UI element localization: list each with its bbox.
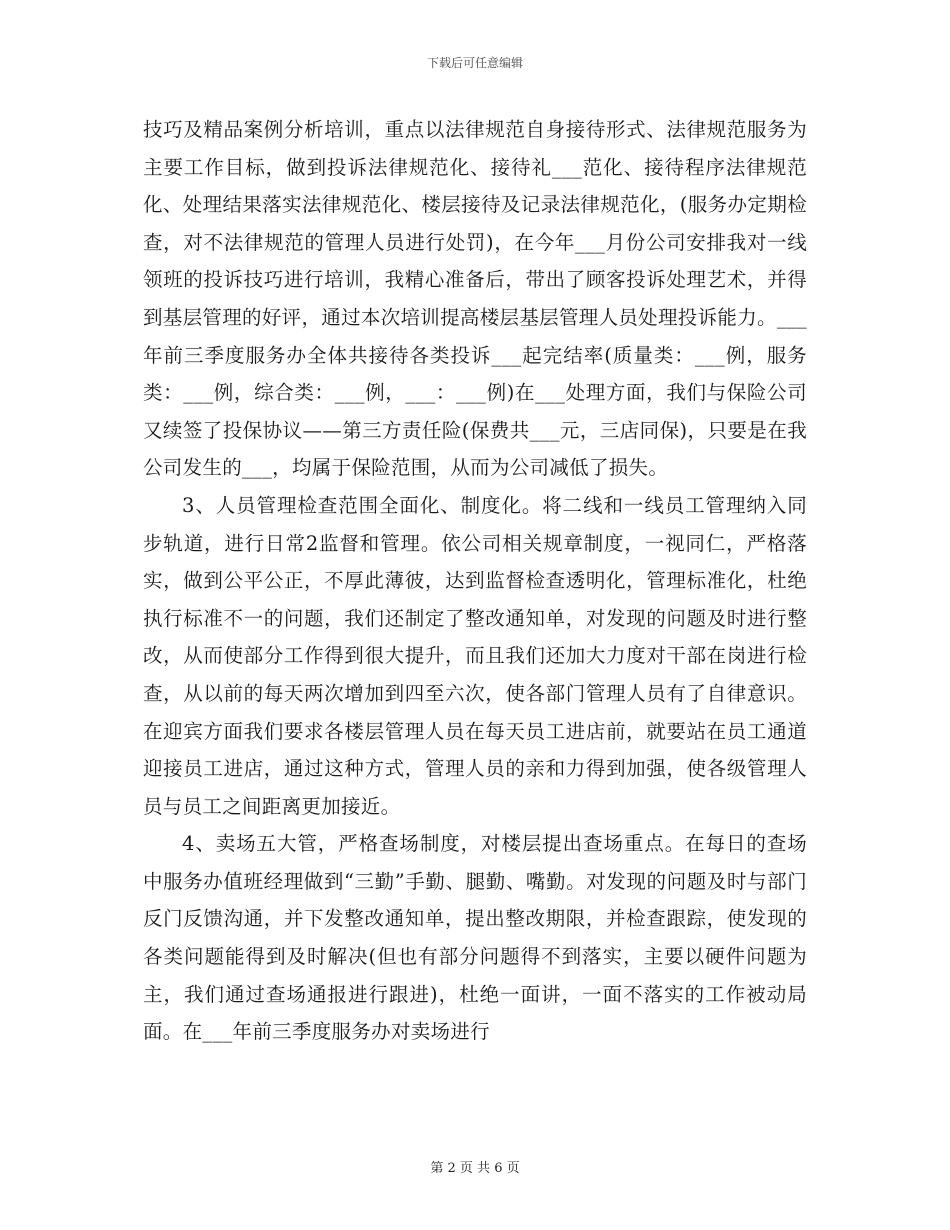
paragraph-item-3: 3、人员管理检查范围全面化、制度化。将二线和一线员工管理纳入同步轨道，进行日常2监督和管理。依公司相关规章制度，一视同仁，严格落实，做到公平公正，不厚此薄彼，达到监督检查透明化，管理标准化，杜绝执行标准不一的问题，我们还制定了整改通知单，对发现的问题及时进行整改，从而使部分工作得到很大提升，而且我们还加大力度对干部在岗进行检查，从以前的每天两次增加到四至六次，使各部门管理人员有了自律意识。在迎宾方面我们要求各楼层管理人员在每天员工进店前，就要站在员工通道迎接员工进店，通过这种方式，管理人员的亲和力得到加强，使各级管理人员与员工之间距离更加接近。 xyxy=(143,493,807,818)
body-text xyxy=(143,111,807,1051)
header-note: 下载后可任意编辑 xyxy=(426,56,523,70)
paragraph-continuation: 技巧及精品案例分析培训，重点以法律规范自身接待形式、法律规范服务为主要工作目标，做到投诉法律规范化、接待礼___范化、接待程序法律规范化、处理结果落实法律规范化、楼层接待及记录法律规范化，(服务办定期检查，对不法律规范的管理人员进行处罚)，在今年___月份公司安排我对一线领班的投诉技巧进行培训，我精心准备后，带出了顾客投诉处理艺术，并得到基层管理的好评，通过本次培训提高楼层基层管理人员处理投诉能力。___年前三季度服务办全体共接待各类投诉___起完结率(质量类：___例，服务类：___例，综合类：___例，___：___例)在___处理方面，我们与保险公司又续签了投保协议——第三方责任险(保费共___元，三店同保)，只要是在我公司发生的___，均属于保险范围，从而为公司减低了损失。 xyxy=(143,118,807,480)
page-number: 第 2 页 共 6 页 xyxy=(430,1161,520,1176)
paragraph-item-4: 4、卖场五大管，严格查场制度，对楼层提出查场重点。在每日的查场中服务办值班经理做到“三勤”手勤、腿勤、嘴勤。对发现的问题及时与部门反门反馈沟通，并下发整改通知单，提出整改期限，并检查跟踪，使发现的各类问题能得到及时解决(但也有部分问题得不到落实，主要以硬件问题为主，我们通过查场通报进行跟进)，杜绝一面讲，一面不落实的工作被动局面。在___年前三季度服务办对卖场进行 xyxy=(143,832,807,1044)
